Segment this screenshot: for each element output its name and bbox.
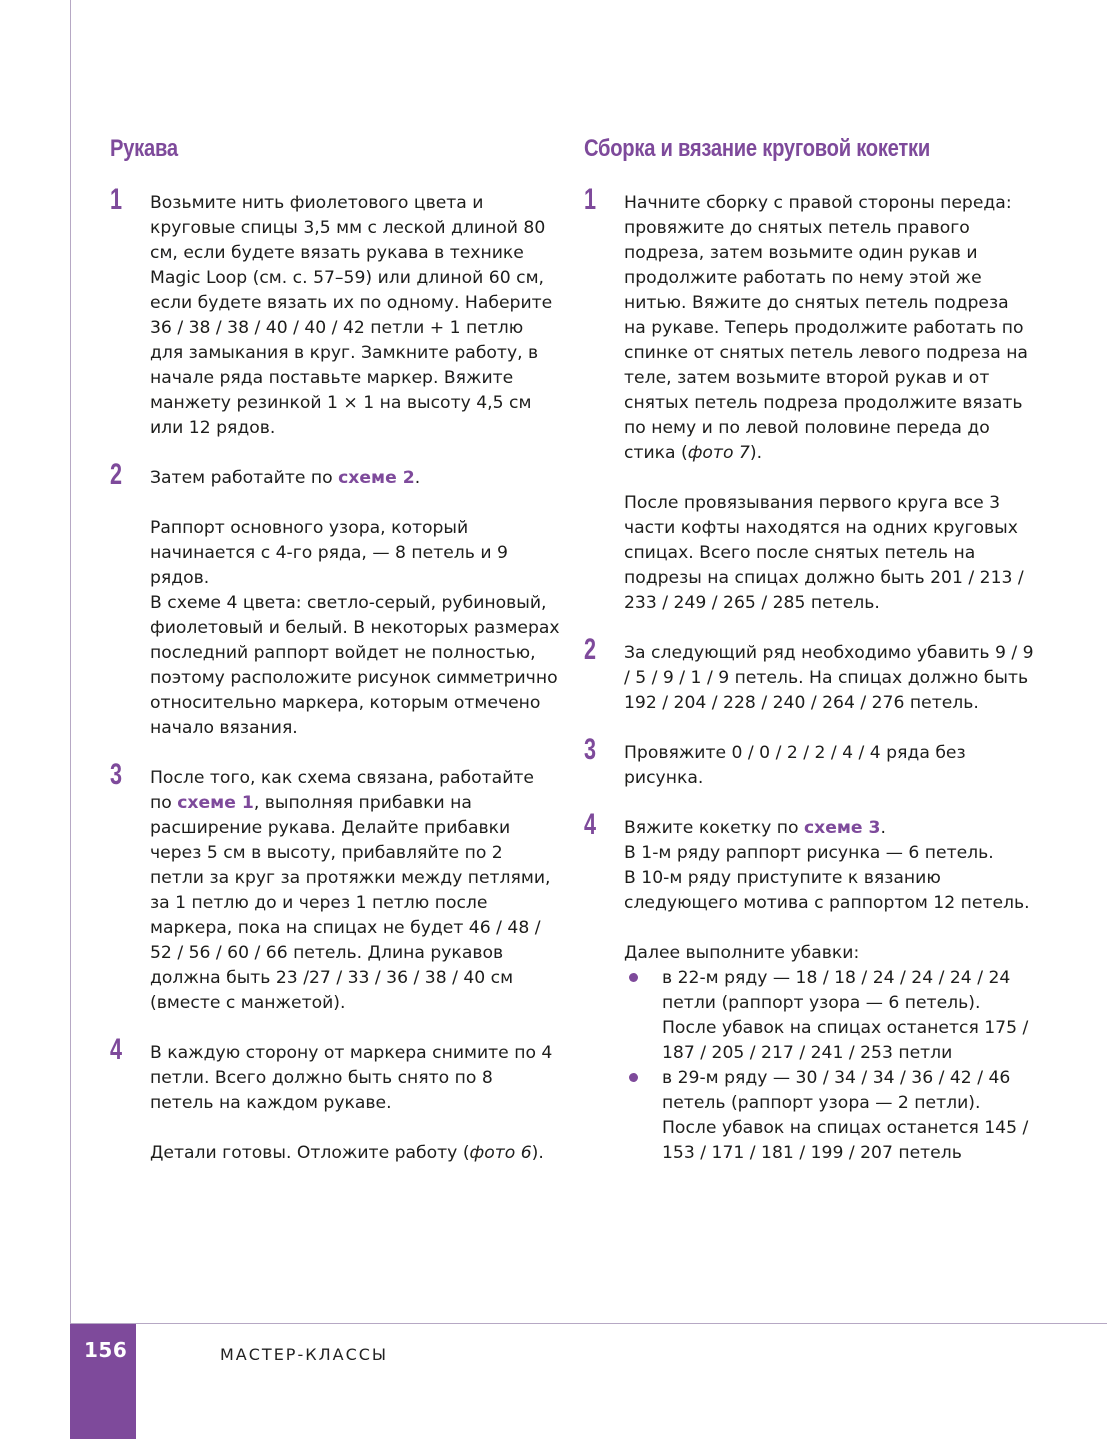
photo-ref: фото 7 — [687, 443, 750, 463]
step-number: 1 — [110, 183, 123, 216]
scheme-link: схеме 1 — [177, 793, 254, 813]
decrease-list — [624, 966, 1034, 1166]
step-number: 3 — [110, 758, 123, 791]
step-text: В 10-м ряду приступите к вязанию следующего мотива с раппортом 12 петель. — [624, 868, 1030, 913]
sleeves-step-1 — [110, 183, 560, 441]
step-text: Провяжите 0 / 0 / 2 / 2 / 4 / 4 ряда без рисунка. — [624, 743, 966, 788]
step-text: Детали готовы. Отложите работу (фото 6). — [150, 1143, 544, 1163]
sleeves-section — [110, 135, 560, 1191]
yoke-step-1 — [584, 183, 1034, 616]
running-head: МАСТЕР-КЛАССЫ — [220, 1345, 389, 1364]
scheme-link: схеме 3 — [803, 818, 881, 838]
step-text: Затем работайте по схеме 2. — [150, 468, 421, 488]
section-heading-sleeves: Рукава — [110, 135, 178, 162]
step-number: 1 — [584, 183, 597, 216]
step-text: За следующий ряд необходимо убавить 9 / 9 / 5 / 9 / 1 / 9 петель. На спицах должно быть 192 / 204 / 228 / 240 / 264 / 276 петель. — [624, 643, 1034, 713]
yoke-step-3 — [584, 733, 1034, 791]
step-number: 2 — [584, 633, 597, 666]
list-item: в 22-м ряду — 18 / 18 / 24 / 24 / 24 / 24 петли (раппорт узора — 6 петель). После убавок на спицах останется 175 / 187 / 205 / 217 / 241 / 253 петли — [662, 966, 1034, 1066]
margin-rule — [70, 0, 71, 1324]
step-text: В 1-м ряду раппорт рисунка — 6 петель. — [624, 843, 994, 863]
step-text: После провязывания первого круга все 3 части кофты находятся на одних круговых спицах. Всего после снятых петель на подрезы на спицах должно быть 201 / 213 / 233 / 249 / 265 / 285 петель. — [624, 493, 1024, 613]
step-text: В схеме 4 цвета: светло-серый, рубиновый, фиолетовый и белый. В некоторых размерах последний раппорт войдет не полностью, поэтому расположите рисунок симметрично относительно маркера, которым отмечено начало вязания. — [150, 593, 560, 738]
step-number: 2 — [110, 458, 123, 491]
step-number: 4 — [584, 808, 597, 841]
list-item: в 29-м ряду — 30 / 34 / 34 / 36 / 42 / 46 петель (раппорт узора — 2 петли). После убавок на спицах останется 145 / 153 / 171 / 181 / 199 / 207 петель — [662, 1066, 1034, 1166]
step-text: Далее выполните убавки: — [624, 943, 860, 963]
photo-ref: фото 6 — [469, 1143, 532, 1163]
yoke-step-2 — [584, 633, 1034, 716]
yoke-section — [584, 135, 1034, 1191]
step-text: Вяжите кокетку по схеме 3. — [624, 818, 886, 838]
step-text: Начните сборку с правой стороны переда: провяжите до снятых петель правого подреза, затем возьмите один рукав и продолжите работать по нему этой же нитью. Вяжите до снятых петель подреза на рукаве. Теперь продолжите работать по спинке от снятых петель левого подреза на теле, затем возьмите второй рукав и от снятых петель подреза продолжите вязать по нему и по левой половине переда до стика (фото 7). — [624, 193, 1028, 463]
step-number: 4 — [110, 1033, 123, 1066]
section-heading-yoke: Сборка и вязание круговой кокетки — [584, 135, 930, 162]
scheme-link: схеме 2 — [338, 468, 415, 488]
sleeves-step-4 — [110, 1033, 560, 1166]
page-number: 156 — [84, 1338, 128, 1362]
step-text: Раппорт основного узора, который начинается с 4-го ряда, — 8 петель и 9 рядов. — [150, 518, 508, 588]
step-text: Возьмите нить фиолетового цвета и круговые спицы 3,5 мм с леской длиной 80 см, если будете вязать рукава в технике Magic Loop (см. с. 57–59) или длиной 60 см, если будете вязать их по одному. Наберите 36 / 38 / 38 / 40 / 40 / 42 петли + 1 петлю для замыкания в круг. Замкните работу, в начале ряда поставьте маркер. Вяжите манжету резинкой 1 × 1 на высоту 4,5 см или 12 рядов. — [150, 193, 553, 438]
sleeves-step-3 — [110, 758, 560, 1016]
step-text: После того, как схема связана, работайте по схеме 1, выполняя прибавки на расширение рукава. Делайте прибавки через 5 см в высоту, прибавляйте по 2 петли за круг за протяжки между петлями, за 1 петлю до и через 1 петлю после маркера, пока на спицах не будет 46 / 48 / 52 / 56 / 60 / 66 петель. Длина рукавов должна быть 23 /27 / 33 / 36 / 38 / 40 см (вместе с манжетой). — [150, 768, 551, 1013]
footer-rule — [70, 1323, 1107, 1324]
yoke-step-4 — [584, 808, 1034, 1166]
sleeves-step-2 — [110, 458, 560, 741]
step-text: В каждую сторону от маркера снимите по 4 петли. Всего должно быть снято по 8 петель на каждом рукаве. — [150, 1043, 553, 1113]
step-number: 3 — [584, 733, 597, 766]
